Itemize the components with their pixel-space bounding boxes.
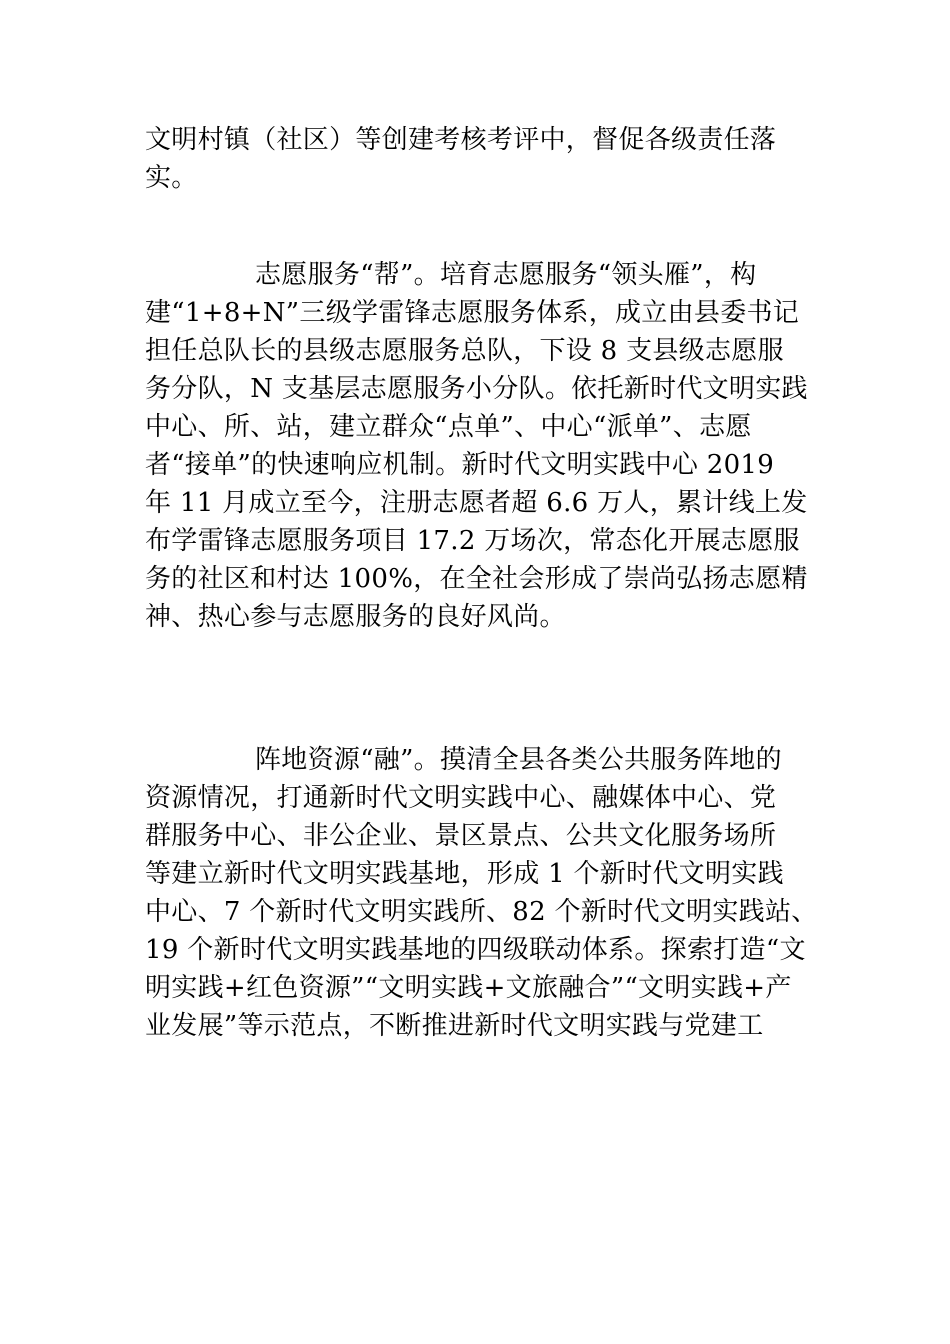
text-line: 务分队，N 支基层志愿服务小分队。依托新时代文明实践 [145,374,808,404]
text-line: 19 个新时代文明实践基地的四级联动体系。探索打造“文 [145,935,806,965]
text-line: 布学雷锋志愿服务项目 17.2 万场次，常态化开展志愿服 [145,526,800,556]
text-line: 神、热心参与志愿服务的良好风尚。 [145,602,566,632]
text-line: 担任总队长的县级志愿服务总队，下设 8 支县级志愿服 [145,336,784,366]
text-line: 建“1+8+N”三级学雷锋志愿服务体系，成立由县委书记 [145,298,800,328]
paragraph-civilization-assessment [145,121,825,197]
text-line: 中心、7 个新时代文明实践所、82 个新时代文明实践站、 [145,897,818,927]
text-line: 务的社区和村达 100%，在全社会形成了崇尚弘扬志愿精 [145,564,808,594]
text-line: 文明村镇（社区）等创建考核考评中，督促各级责任落 [145,125,777,155]
text-line: 阵地资源“融”。摸清全县各类公共服务阵地的 [255,745,782,775]
text-line: 实。 [145,163,198,193]
paragraph-volunteer-service [145,256,825,636]
text-line: 明实践+红色资源”“文明实践+文旅融合”“文明实践+产 [145,973,792,1003]
text-line: 群服务中心、非公企业、景区景点、公共文化服务场所 [145,821,777,851]
text-line: 业发展”等示范点，不断推进新时代文明实践与党建工 [145,1011,764,1041]
text-line: 年 11 月成立至今，注册志愿者超 6.6 万人，累计线上发 [145,488,808,518]
text-line: 资源情况，打通新时代文明实践中心、融媒体中心、党 [145,783,777,813]
text-line: 等建立新时代文明实践基地，形成 1 个新时代文明实践 [145,859,784,889]
text-line: 中心、所、站，建立群众“点单”、中心“派单”、志愿 [145,412,752,442]
text-line: 者“接单”的快速响应机制。新时代文明实践中心 2019 [145,450,775,480]
text-line: 志愿服务“帮”。培育志愿服务“领头雁”，构 [255,260,757,290]
paragraph-venue-resources [145,741,825,1045]
